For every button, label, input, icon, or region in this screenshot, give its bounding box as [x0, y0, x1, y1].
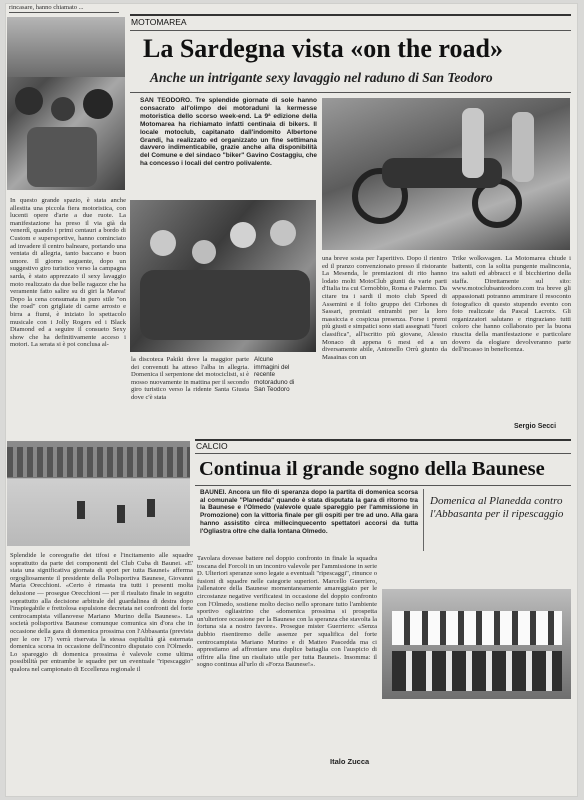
- section-label-calcio: CALCIO: [196, 441, 228, 451]
- group-people-photo: [130, 200, 316, 352]
- article1-author: Sergio Secci: [514, 423, 557, 430]
- article2-lead: [200, 489, 418, 551]
- top-fragment-text: rincasare, hanno chiamato ...: [9, 4, 84, 11]
- sidebar-divider: [423, 489, 424, 551]
- article2-column-2: Tavolara dovesse battere nel doppio confronto in finale la squadra toscana del Forcoli in un incontro valevole per l'ammissione in serie D. Ulteriori speranze sono legate a eventuali "ripescaggi", rinunce o fusioni di squadre nelle categorie superiori. Marcello Guerriero, l'allenatore della Baunese momentaneamente amareggiato per le circostanze negative verificatesi in occasione del doppio confronto con l'Olmedo, sostiene molto deciso nello spronare tutto l'ambiente sportivo ogliastrino che «domenica prossima si prospetta un'ulteriore occasione per la Baunese con la speranza che stavolta la fortuna sia a nostro favore». Prosegue mister Guerriero: «Senza dubbio risentiremo delle assenze per squalifica del forte centrocampista Mariano Murino e di Matteo Pascedda ma ci apprestiamo ad affrontare una duplice battaglia con l'auspicio di offrire alla fine un risultato utile per tutta Baunei». Insomma: il sogno continua all'urlo di «Forza Baunese!».: [197, 555, 377, 669]
- article1-column-1: In questo grande spazio, è stata anche allestita una piccola fiera motoristica, con lucenti opere d'arte a due ruote. La manifestazione ha preso il via già da venerdì, quando i primi centauri a bordo di Custom e supersportive, hanno cominciato ad invadere il centro balneare, portando una ventata di allegria, tanto baccano e buon umore. Il giorno seguente, dopo un suggestivo giro turistico verso la campagna sarda, è stato apprezzato il sexy lavaggio moto realizzato da due belle ragazze che ha veramente fatto salire su di giri la Marea! Dopo la cena consumata in puro stile "on the road" con grigliate di carne arrosto e birra a fiumi, è iniziato lo spettacolo musicale con i Jolly Rogers ed i Black Diamond ed a seguire il consueto Sexy show che ha definitivamente acceso i motori. La serata si è poi conclusa al-: [10, 197, 126, 349]
- article1-lead: [140, 97, 317, 202]
- top-rule: [9, 12, 119, 13]
- article2-column-1: Splendide le coreografie dei tifosi e l'incitamento alle squadre soprattutto da parte dei componenti del Club Cuba di Baunei. «E' stata una significativa giornata di sport per tutta Baunei» afferma orgogliosamente il presidente della Polisportiva Baunese, Giovanni Maria Orecchioni. «Certo è rimasta tra tutti i presenti molta delusione — prosegue Orecchioni — per il risultato finale in seguito soprattutto alla decisione arbitrale del guardalinea di destra dopo l'inspiegabile e frettolosa espulsione decretata nei confronti del forte centrocampista villanovese Mariano Murino della Baunese». La società polisportiva Baunese comunque comunica sin d'ora che in occasione della gara di domenica prossima con l'Abbasanta (prevista per le ore 17) verrà riservata la stessa ospitalità già esternata domenica scorsa in occasione dell'incontro disputato con l'Olmedo. Lo spareggio di domenica prossima è valevole come ultima possibilità per entrambe le squadre per un eventuale "ripescaggio" qualora nel campionato di Eccellenza regionale il: [10, 552, 193, 673]
- calcio-rule-mid: [195, 453, 571, 454]
- article2-headline: Continua il grande sogno della Baunese: [199, 458, 545, 480]
- article2-lead-place: BAUNEI.: [200, 489, 227, 496]
- article1-column-2: la discoteca Pakiki dove la maggior parte dei convenuti ha atteso l'alba in allegria. Domenica il serpentone dei motociclisti, si è mosso nuovamente in mattina per il secondo giro turistico verso la ridente Santa Giusta dove c'è stata: [131, 356, 249, 401]
- article1-column-4: Trike wolksvagen. La Motomarea chiude i battenti, con la solita pungente malinconia, tra saluti ed abbracci e il bicchierino della staffa. Direttamente sul sito: www.motoclubsanteodoro.com tra breve gli appassionati potranno ammirare il resoconto fotografico di questo stupendo evento con foto realizzate da Pascal Lacroix. Gli organizzatori salutano e ringraziano tutti coloro che hanno collaborato per la buona riuscita della manifestazione e particolare dovero da elogiare devolveranno parte dell'incasso in beneficenza.: [452, 255, 571, 354]
- article1-headline: La Sardegna vista «on the road»: [143, 34, 503, 63]
- motorcycle-wash-photo: [322, 98, 570, 250]
- photo-caption: Alcune immagini del recente motoraduno di San Teodoro: [254, 356, 295, 393]
- bikers-crowd-photo: [7, 17, 125, 190]
- header-rule-top: [130, 14, 571, 16]
- team-photo: [382, 589, 571, 699]
- section-label-motomarea: MOTOMAREA: [131, 17, 187, 27]
- calcio-rule-bottom: [195, 485, 571, 486]
- article1-lead-place: SAN TEODORO.: [140, 97, 192, 104]
- article1-lead-text: Tre splendide giornate di sole hanno consacrato all'olimpo dei motoraduni la kermesse motoristica dello scorso week-end. La 9ª edizione della Motomarea ha richiamato infatti centinaia di bikers. Il locale motoclub, capitanato dall'indomito Albertone Grandi, ha realizzato ed organizzato un fine settimana davvero indimenticabile, grazie anche alla disponibilità del Comune e del sindaco "biker" Gavino Costaggiu, che ha concesso i locali del centro polivalente.: [140, 97, 317, 168]
- article2-lead-text: Ancora un filo di speranza dopo la partita di domenica scorsa al comunale "Planedda" quando è stata disputata la gara di ritorno tra la Baunese e l'Olmedo (valevole quale spareggio per l'ammissione in Promozione) con la vittoria finale per gli ospiti per tre ad uno. Alla gara hanno assistito circa millecinquecento spettatori accorsi da tutta l'Ogliastra oltre che dalla lontana Olmedo.: [200, 489, 418, 535]
- article1-subheadline: Anche un intrigante sexy lavaggio nel raduno di San Teodoro: [150, 70, 493, 85]
- header-rule-mid: [130, 30, 571, 31]
- article2-sidebar-text: Domenica al Planedda contro l'Abbasanta per il ripescaggio: [430, 495, 564, 520]
- article2-author: Italo Zucca: [330, 757, 370, 766]
- stadium-fans-photo: [7, 441, 190, 546]
- header-rule-bottom: [130, 92, 571, 93]
- article1-column-3: una breve sosta per l'aperitivo. Dopo il rientro ed il pranzo convenzionato presso il ristorante La Mesenda, le premiazioni di rito hanno lodato molti MotoClub giunti da varie parti d'Italia tra cui Cernobbio, Roma e Palermo. Da citare tra i sardi il moto club Speed di Assemini e il folto gruppo dei Cirbones di Sassari, premiati entrambi per la loro massiccia e cospicua presenza. Forse i premi più giusti e simpatici sono stati assegnati "fuori classifica", all'iscritto più giovane, Alessio Monaco di appena 6 mesi ed a un diversamente abile, Antonello Orrù giunto da Masainas con un: [322, 255, 447, 361]
- calcio-rule-top: [195, 439, 571, 441]
